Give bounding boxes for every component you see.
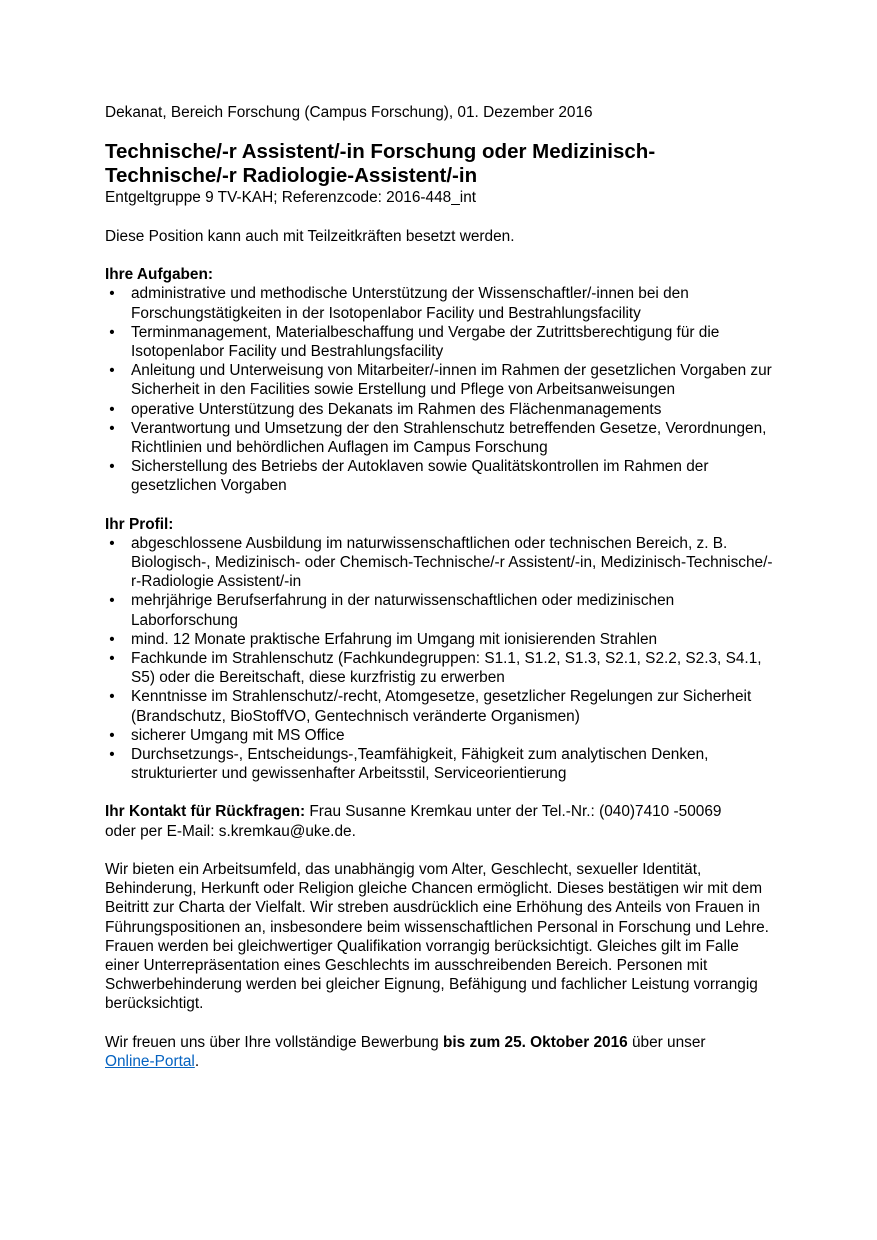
bullet-icon: • — [109, 458, 115, 476]
bullet-icon: • — [109, 400, 115, 418]
department-date-line: Dekanat, Bereich Forschung (Campus Forschung), 01. Dezember 2016 — [105, 104, 593, 121]
list-item: • mehrjährige Berufserfahrung in der naturwissenschaftlichen oder medizinischen Laborforschung — [105, 591, 775, 629]
job-title-line-2: Technische/-r Radiologie-Assistent/-in — [105, 164, 478, 187]
bullet-icon: • — [109, 534, 115, 552]
contact-paragraph — [105, 802, 775, 840]
profile-heading: Ihr Profil: — [105, 515, 174, 533]
list-item: • abgeschlossene Ausbildung im naturwissenschaftlichen oder technischen Bereich, z. B. Biologisch-, Medizinisch- oder Chemisch-Technische/-r Assistent/-in, Medizinisch-Technische/-r-Radiologie Assistent/-in — [105, 534, 775, 592]
diversity-paragraph: Wir bieten ein Arbeitsumfeld, das unabhängig vom Alter, Geschlecht, sexueller Identität, Behinderung, Herkunft oder Religion gleiche Chancen ermöglicht. Dieses bestätigen wir mit dem Beitritt zur Charta der Vielfalt. Wir streben ausdrücklich eine Erhöhung des Anteils von Frauen in Führungspositionen an, insbesondere beim wissenschaftlichen Personal in Forschung und Lehre. Frauen werden bei gleichwertiger Qualifikation vorrangig berücksichtigt. Gleiches gilt im Falle einer Unterrepräsentation eines Geschlechts im ausschreibenden Bereich. Personen mit Schwerbehinderung werden bei gleicher Eignung, Befähigung und fachlicher Leistung vorrangig berücksichtigt. — [105, 860, 769, 1013]
part-time-note: Diese Position kann auch mit Teilzeitkräften besetzt werden. — [105, 228, 515, 245]
bullet-icon: • — [109, 323, 115, 341]
list-item: • Anleitung und Unterweisung von Mitarbeiter/-innen im Rahmen der gesetzlichen Vorgaben zur Sicherheit in den Facilities sowie Erstellung und Pflege von Arbeitsanweisungen — [105, 361, 775, 399]
job-title — [105, 140, 775, 188]
contact-label: Ihr Kontakt für Rückfragen: — [105, 803, 306, 821]
job-title-line-1: Technische/-r Assistent/-in Forschung oder Medizinisch- — [105, 140, 656, 163]
bullet-icon: • — [109, 726, 115, 744]
list-item: • administrative und methodische Unterstützung der Wissenschaftler/-innen bei den Forschungstätigkeiten in der Isotopenlabor Facility und Bestrahlungsfacility — [105, 284, 775, 322]
list-item: • Sicherstellung des Betriebs der Autoklaven sowie Qualitätskontrollen im Rahmen der gesetzlichen Vorgaben — [105, 457, 775, 495]
bullet-icon: • — [109, 419, 115, 437]
tasks-heading: Ihre Aufgaben: — [105, 266, 214, 284]
list-item: • Kenntnisse im Strahlenschutz/-recht, Atomgesetze, gesetzlicher Regelungen zur Sicherheit (Brandschutz, BioStoffVO, Gentechnisch veränderte Organismen) — [105, 687, 775, 725]
job-subtitle: Entgeltgruppe 9 TV-KAH; Referenzcode: 2016-448_int — [105, 189, 477, 206]
profile-list — [105, 534, 775, 784]
list-item: • Durchsetzungs-, Entscheidungs-,Teamfähigkeit, Fähigkeit zum analytischen Denken, strukturierter und gewissenhafter Arbeitsstil, Serviceorientierung — [105, 745, 775, 783]
bullet-icon: • — [109, 285, 115, 303]
bullet-icon: • — [109, 688, 115, 706]
bullet-icon: • — [109, 746, 115, 764]
application-deadline: bis zum 25. Oktober 2016 — [442, 1033, 628, 1051]
list-item: • sicherer Umgang mit MS Office — [105, 726, 775, 745]
bullet-icon: • — [109, 650, 115, 668]
bullet-icon: • — [109, 362, 115, 380]
tasks-list — [105, 284, 775, 495]
list-item: • Verantwortung und Umsetzung der den Strahlenschutz betreffenden Gesetze, Verordnungen, Richtlinien und behördlichen Auflagen im Campus Forschung — [105, 419, 775, 457]
list-item: • mind. 12 Monate praktische Erfahrung im Umgang mit ionisierenden Strahlen — [105, 630, 775, 649]
bullet-icon: • — [109, 592, 115, 610]
document-page — [105, 103, 775, 1071]
online-portal-link[interactable]: Online-Portal — [105, 1052, 195, 1070]
list-item: • Fachkunde im Strahlenschutz (Fachkundegruppen: S1.1, S1.2, S1.3, S2.1, S2.2, S2.3, S4.1, S5) oder die Bereitschaft, diese kurzfristig zu erwerben — [105, 649, 775, 687]
closing-paragraph: Wir freuen uns über Ihre vollständige Bewerbung bis zum 25. Oktober 2016 über unser Online-Portal. — [105, 1033, 706, 1070]
contact-email-line: oder per E-Mail: s.kremkau@uke.de. — [105, 822, 356, 840]
contact-text: Frau Susanne Kremkau unter der Tel.-Nr.: (040)7410 -50069 — [305, 803, 722, 821]
bullet-icon: • — [109, 630, 115, 648]
list-item: • operative Unterstützung des Dekanats im Rahmen des Flächenmanagements — [105, 400, 775, 419]
list-item: • Terminmanagement, Materialbeschaffung und Vergabe der Zutrittsberechtigung für die Isotopenlabor Facility und Bestrahlungsfacility — [105, 323, 775, 361]
